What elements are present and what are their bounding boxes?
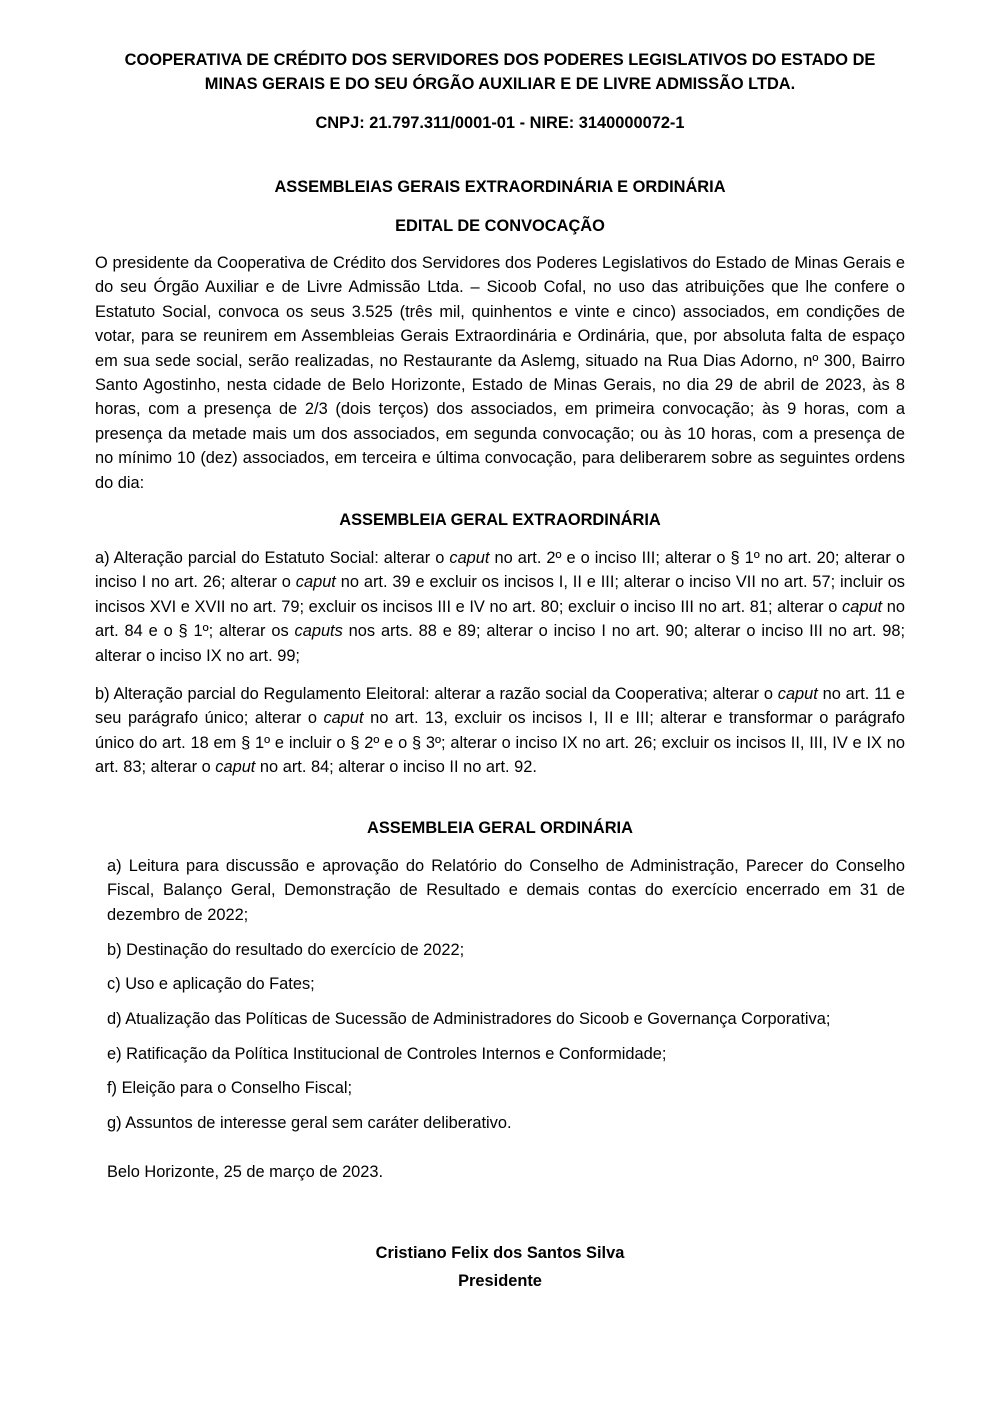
signature-block (95, 1239, 905, 1295)
age-item-b (95, 682, 905, 780)
ago-item-b: b) Destinação do resultado do exercício de 2022; (107, 941, 465, 959)
italic-term: caput (777, 685, 818, 703)
text-segment: nos arts. 88 e 89; alterar o inciso I no art. 90; alterar o inciso III no art. 98; alterar o inciso IX no art. 99; (95, 622, 906, 665)
cooperative-title (95, 48, 905, 97)
text-segment: b) Alteração parcial do Regulamento Eleitoral: alterar a razão social da Cooperativa; alterar o (95, 685, 778, 703)
title-line-2: MINAS GERAIS E DO SEU ÓRGÃO AUXILIAR E DE LIVRE ADMISSÃO LTDA. (204, 75, 796, 94)
age-item-a (95, 546, 905, 668)
ago-item-a: a) Leitura para discussão e aprovação do Relatório do Conselho de Administração, Parecer do Conselho Fiscal, Balanço Geral, Demonstração de Resultado e demais contas do exercício encerrado em 31 de dezembro de 2022; (107, 857, 905, 924)
edital-heading: EDITAL DE CONVOCAÇÃO (395, 217, 605, 235)
cnpj-line: CNPJ: 21.797.311/0001-01 - NIRE: 3140000072-1 (315, 114, 685, 132)
text-segment: no art. 39 e excluir os incisos I, II e III; alterar o inciso VII no art. 57; incluir os incisos XVI e XVII no art. 79; excluir os incisos III e IV no art. 80; excluir o inciso III no art. 81; alterar o (95, 573, 906, 616)
text-segment: no art. 2º e o inciso III; alterar o § 1º no art. 20; alterar o inciso I no art. 26; alterar o (95, 549, 905, 592)
italic-term: caput (449, 549, 490, 567)
text-segment: no art. 13, excluir os incisos I, II e III; alterar e transformar o parágrafo único do art. 18 em § 1º e incluir o § 2º e o § 3º; alterar o inciso IX no art. 26; excluir os incisos II, III, IV e IX no art. 83; alterar o (95, 709, 905, 777)
text-segment: no art. 84 e o § 1º; alterar os (95, 597, 905, 641)
ago-item-f: f) Eleição para o Conselho Fiscal; (107, 1079, 353, 1097)
ago-heading: ASSEMBLEIA GERAL ORDINÁRIA (367, 819, 633, 837)
ago-item-d: d) Atualização das Políticas de Sucessão de Administradores do Sicoob e Governança Corporativa; (107, 1010, 831, 1028)
assemblies-heading: ASSEMBLEIAS GERAIS EXTRAORDINÁRIA E ORDINÁRIA (274, 178, 726, 196)
italic-term: caputs (294, 622, 343, 641)
italic-term: caput (842, 597, 883, 616)
signatory-role: Presidente (458, 1272, 542, 1290)
title-line-1: COOPERATIVA DE CRÉDITO DOS SERVIDORES DOS PODERES LEGISLATIVOS DO ESTADO DE (124, 51, 876, 69)
italic-term: caput (323, 709, 364, 728)
text-segment: no art. 11 e seu parágrafo único; alterar o (95, 685, 905, 728)
ago-item-g: g) Assuntos de interesse geral sem caráter deliberativo. (107, 1114, 512, 1132)
italic-term: caput (215, 758, 256, 777)
ago-item-c: c) Uso e aplicação do Fates; (107, 975, 315, 993)
intro-paragraph: O presidente da Cooperativa de Crédito dos Servidores dos Poderes Legislativos do Estado de Minas Gerais e do seu Órgão Auxiliar e de Livre Admissão Ltda. – Sicoob Cofal, no uso das atribuições que lhe confere o Estatuto Social, convoca os seus 3.525 (três mil, quinhentos e vinte e cinco) associados, em condições de votar, para se reunirem em Assembleias Gerais Extraordinária e Ordinária, que, por absoluta falta de espaço em sua sede social, serão realizadas, no Restaurante da Aslemg, situado na Rua Dias Adorno, nº 300, Bairro Santo Agostinho, nesta cidade de Belo Horizonte, Estado de Minas Gerais, no dia 29 de abril de 2023, às 8 horas, com a presença de 2/3 (dois terços) dos associados, em primeira convocação; às 9 horas, com a presença da metade mais um dos associados, em segunda convocação; ou às 10 horas, com a presença de no mínimo 10 (dez) associados, em terceira e última convocação, para deliberarem sobre as seguintes ordens do dia: (95, 254, 905, 492)
text-segment: a) Alteração parcial do Estatuto Social: alterar o (95, 549, 450, 567)
place-date: Belo Horizonte, 25 de março de 2023. (107, 1163, 384, 1181)
italic-term: caput (295, 573, 336, 592)
signatory-name: Cristiano Felix dos Santos Silva (375, 1244, 625, 1262)
ago-item-e: e) Ratificação da Política Institucional de Controles Internos e Conformidade; (107, 1045, 667, 1063)
age-heading: ASSEMBLEIA GERAL EXTRAORDINÁRIA (339, 511, 661, 529)
text-segment: no art. 84; alterar o inciso II no art. 92. (255, 758, 537, 777)
